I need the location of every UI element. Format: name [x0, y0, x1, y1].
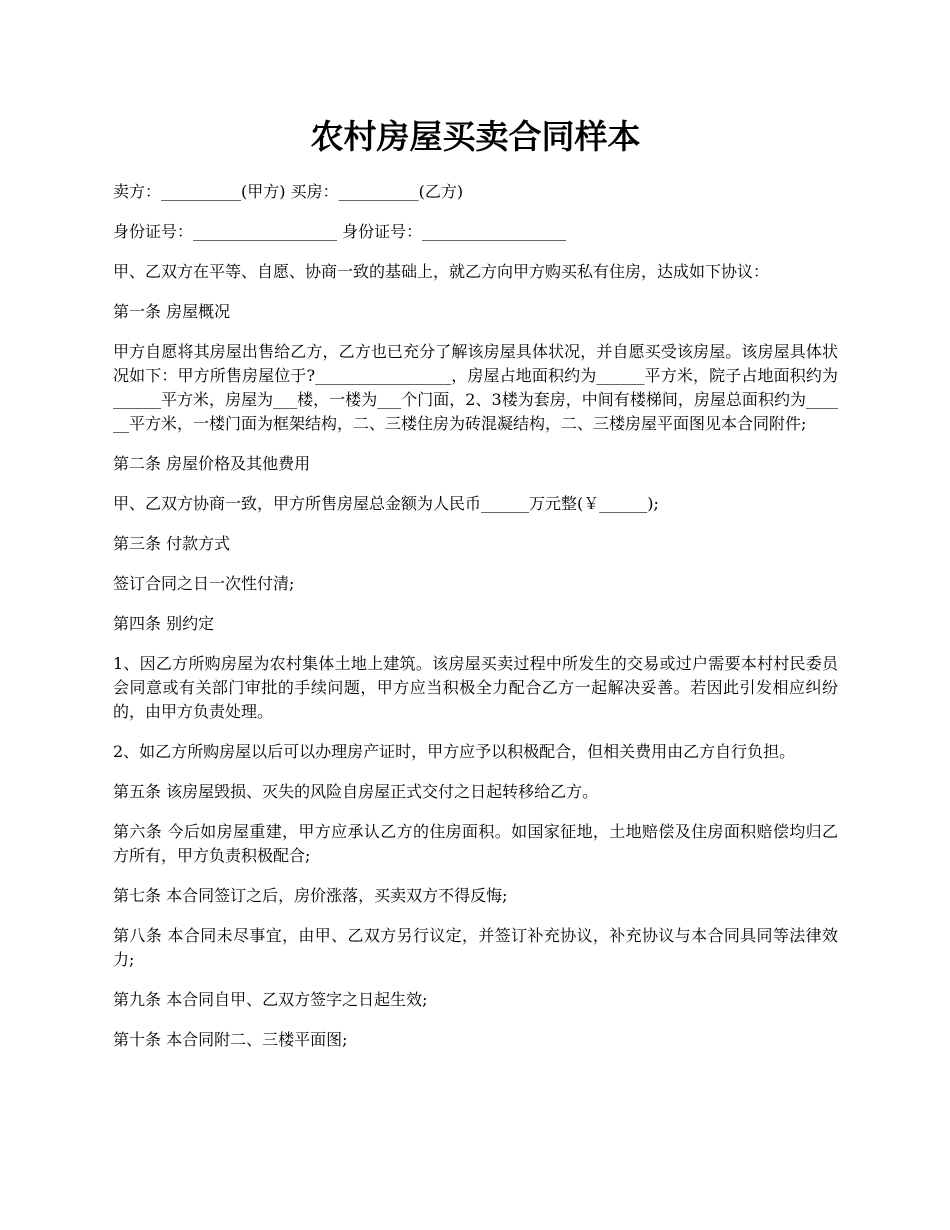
article-8: 第八条 本合同未尽事宜，由甲、乙双方另行议定，并签订补充协议，补充协议与本合同具同等法律效力; — [113, 926, 838, 969]
article-7: 第七条 本合同签订之后，房价涨落，买卖双方不得反悔; — [113, 886, 508, 905]
article-1-heading: 第一条 房屋概况 — [113, 302, 231, 321]
document-body — [113, 180, 838, 1068]
article-1-body: 甲方自愿将其房屋出售给乙方，乙方也已充分了解该房屋具体状况，并自愿买受该房屋。该房屋具体状况如下：甲方所售房屋位于?_________________，房屋占地面积约为______平方米，院子占地面积约为______平方米，房屋为___楼，一楼为___个门面，2、3楼为套房，中间有楼梯间，房屋总面积约为______平方米，一楼门面为框架结构，二、三楼住房为砖混凝结构，二、三楼房屋平面图见本合同附件; — [113, 342, 838, 433]
article-6: 第六条 今后如房屋重建，甲方应承认乙方的住房面积。如国家征地，土地赔偿及住房面积赔偿均归乙方所有，甲方负责积极配合; — [113, 822, 838, 865]
parties-line: 卖方：__________(甲方) 买房：__________(乙方) — [113, 182, 464, 201]
article-5: 第五条 该房屋毁损、灭失的风险自房屋正式交付之日起转移给乙方。 — [113, 782, 599, 801]
article-2-body: 甲、乙双方协商一致，甲方所售房屋总金额为人民币______万元整(￥______); — [113, 494, 659, 513]
article-2-heading: 第二条 房屋价格及其他费用 — [113, 454, 311, 473]
id-number-line: 身份证号：__________________ 身份证号：__________________ — [113, 222, 567, 241]
article-3-body: 签订合同之日一次性付清; — [113, 574, 295, 593]
preamble: 甲、乙双方在平等、自愿、协商一致的基础上，就乙方向甲方购买私有住房，达成如下协议： — [113, 262, 770, 281]
article-9: 第九条 本合同自甲、乙双方签字之日起生效; — [113, 990, 428, 1009]
article-4-heading: 第四条 别约定 — [113, 614, 215, 633]
article-10: 第十条 本合同附二、三楼平面图; — [113, 1030, 348, 1049]
article-4-clause-1: 1、因乙方所购房屋为农村集体土地上建筑。该房屋买卖过程中所发生的交易或过户需要本村村民委员会同意或有关部门审批的手续问题，甲方应当积极全力配合乙方一起解决妥善。若因此引发相应纠纷的，由甲方负责处理。 — [113, 654, 838, 721]
article-3-heading: 第三条 付款方式 — [113, 534, 231, 553]
document-title: 农村房屋买卖合同样本 — [310, 117, 641, 156]
article-4-clause-2: 2、如乙方所购房屋以后可以办理房产证时，甲方应予以积极配合，但相关费用由乙方自行负担。 — [113, 742, 796, 761]
